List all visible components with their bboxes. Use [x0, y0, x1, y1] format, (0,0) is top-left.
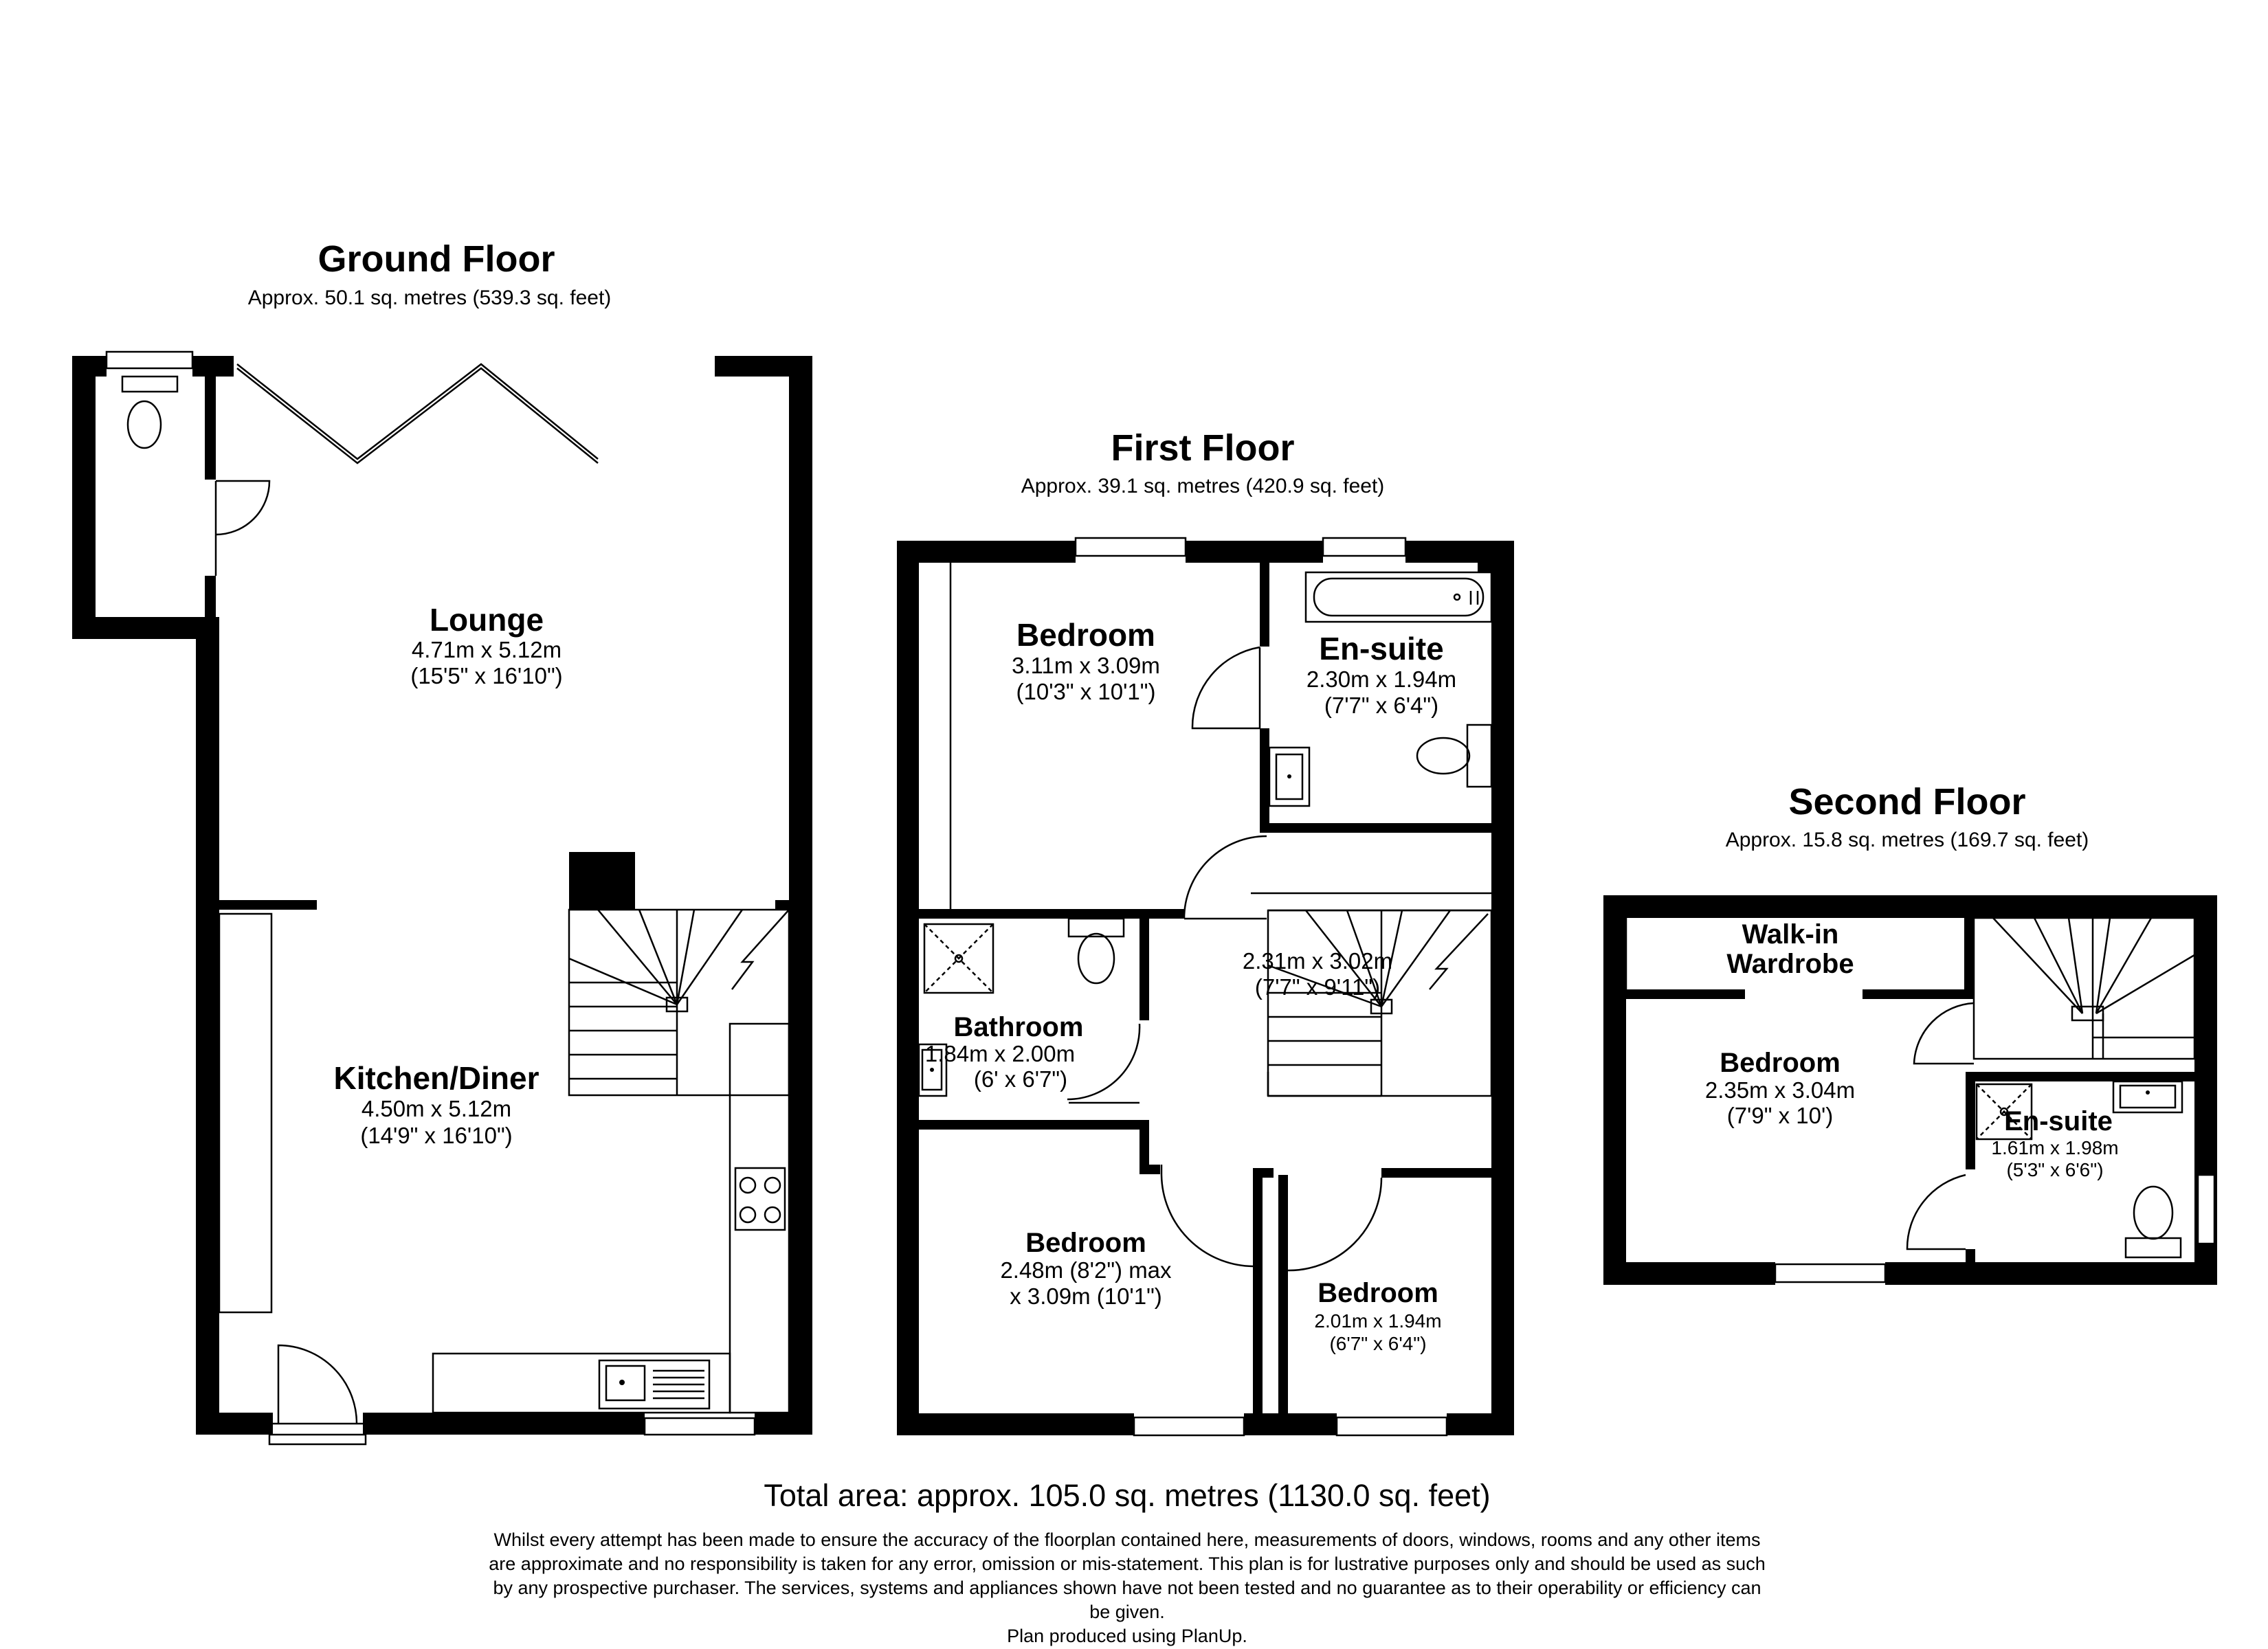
ensuite-toilet-icon	[1417, 725, 1491, 787]
bathroom-toilet-icon	[1069, 919, 1124, 983]
second-bedroom-dim-imperial: (7'9" x 10')	[1726, 1103, 1834, 1128]
kitchen-dim-imperial: (14'9" x 16'10")	[360, 1123, 513, 1148]
disclaimer-line-2: are approximate and no responsibility is taken for any error, omission or mis-statement. This plan is for lustrative purposes only and should be used as such	[489, 1553, 1766, 1574]
front-door	[269, 1345, 366, 1444]
first-floor-area: Approx. 39.1 sq. metres (420.9 sq. feet)	[1021, 475, 1385, 497]
bath-icon	[1306, 572, 1491, 622]
first-staircase	[1268, 910, 1491, 1096]
first-floor-title: First Floor	[1111, 427, 1295, 469]
kitchen-bottom-counter	[433, 1354, 730, 1413]
bedroom2-door	[1161, 1165, 1253, 1266]
ground-floor-walls	[72, 356, 812, 1435]
second-ensuite-basin-icon	[2113, 1081, 2182, 1112]
kitchen-name: Kitchen/Diner	[333, 1060, 540, 1096]
landing-dim-imperial: (7'7" x 9'11")	[1254, 974, 1381, 1000]
wardrobe-name-2: Wardrobe	[1726, 949, 1854, 979]
ensuite-dim-metric: 2.30m x 1.94m	[1306, 666, 1457, 692]
kitchen-dim-metric: 4.50m x 5.12m	[361, 1096, 512, 1121]
second-floor-area: Approx. 15.8 sq. metres (169.7 sq. feet)	[1725, 829, 2089, 851]
total-area: Total area: approx. 105.0 sq. metres (1130.0 sq. feet)	[764, 1478, 1491, 1513]
bedroom1-window	[1076, 538, 1186, 556]
lounge-dim-metric: 4.71m x 5.12m	[411, 637, 562, 662]
disclaimer-line-3: by any prospective purchaser. The services, systems and appliances shown have not been tested and no guarantee as to their operability or efficiency can	[493, 1578, 1761, 1598]
wc-window	[107, 352, 192, 368]
second-bedroom-door	[1914, 1003, 1974, 1064]
hob-icon	[735, 1168, 785, 1230]
second-floor-title: Second Floor	[1788, 781, 2026, 822]
bathroom-shower-icon	[924, 924, 993, 993]
second-ensuite-dim-imperial: (5'3" x 6'6")	[2006, 1159, 2104, 1180]
landing-dim-metric: 2.31m x 3.02m	[1242, 948, 1393, 974]
wc-toilet-icon	[122, 377, 177, 448]
bedroom2-dim-imperial: x 3.09m (10'1")	[1010, 1283, 1162, 1309]
ground-floor-plan	[72, 238, 812, 1444]
wc-door	[216, 481, 269, 576]
bathroom-dim-metric: 1.84m x 2.00m	[924, 1041, 1076, 1066]
ensuite-name: En-suite	[1319, 631, 1444, 666]
bedroom2-dim-metric: 2.48m (8'2") max	[1000, 1257, 1172, 1283]
bathroom-dim-imperial: (6' x 6'7")	[973, 1066, 1068, 1092]
bedroom3-dim-imperial: (6'7" x 6'4")	[1329, 1333, 1427, 1354]
ensuite-window	[1323, 538, 1405, 556]
bedroom3-window	[1337, 1417, 1447, 1435]
lounge-name: Lounge	[429, 602, 544, 638]
first-floor-plan	[897, 427, 1514, 1435]
second-bedroom-name: Bedroom	[1720, 1048, 1841, 1078]
ground-staircase	[569, 910, 789, 1095]
bedroom3-door	[1288, 1178, 1381, 1270]
kitchen-left-counter	[219, 914, 271, 1312]
bathroom-name: Bathroom	[953, 1012, 1084, 1042]
kitchen-window	[645, 1418, 755, 1435]
bedroom2-window	[1134, 1417, 1244, 1435]
bedroom1-dim-imperial: (10'3" x 10'1")	[1016, 679, 1156, 704]
disclaimer-line-4: be given.	[1089, 1602, 1165, 1622]
landing-door	[1184, 836, 1267, 919]
second-ensuite-window	[2198, 1175, 2214, 1244]
bedroom1-dim-metric: 3.11m x 3.09m	[1012, 653, 1160, 678]
ground-floor-title: Ground Floor	[318, 238, 555, 280]
ground-floor-area: Approx. 50.1 sq. metres (539.3 sq. feet)	[247, 287, 612, 309]
wardrobe-name-1: Walk-in	[1742, 919, 1839, 950]
second-bedroom-dim-metric: 2.35m x 3.04m	[1704, 1077, 1856, 1103]
bedroom2-name: Bedroom	[1025, 1228, 1146, 1258]
second-ensuite-name: En-suite	[2004, 1106, 2113, 1136]
ensuite-dim-imperial: (7'7" x 6'4")	[1324, 693, 1439, 718]
bedroom1-door	[1192, 647, 1260, 728]
second-staircase	[1974, 918, 2194, 1059]
bifold-doors	[237, 364, 598, 463]
second-floor-plan	[1603, 781, 2217, 1285]
footer	[489, 1478, 1765, 1646]
bedroom3-name: Bedroom	[1318, 1278, 1438, 1308]
credit: Plan produced using PlanUp.	[1007, 1626, 1247, 1646]
kitchen-sink-icon	[599, 1360, 709, 1409]
second-ensuite-dim-metric: 1.61m x 1.98m	[1991, 1137, 2119, 1158]
lounge-dim-imperial: (15'5" x 16'10")	[410, 663, 563, 688]
disclaimer-line-1: Whilst every attempt has been made to ensure the accuracy of the floorplan contained here, measurements of doors, windows, rooms and any other items	[493, 1529, 1761, 1550]
second-bedroom-window	[1775, 1264, 1885, 1282]
ensuite-basin-icon	[1269, 748, 1309, 806]
bedroom1-name: Bedroom	[1016, 617, 1155, 653]
bedroom3-dim-metric: 2.01m x 1.94m	[1314, 1310, 1442, 1332]
second-ensuite-toilet-icon	[2126, 1187, 2181, 1257]
second-ensuite-door	[1907, 1175, 1966, 1249]
